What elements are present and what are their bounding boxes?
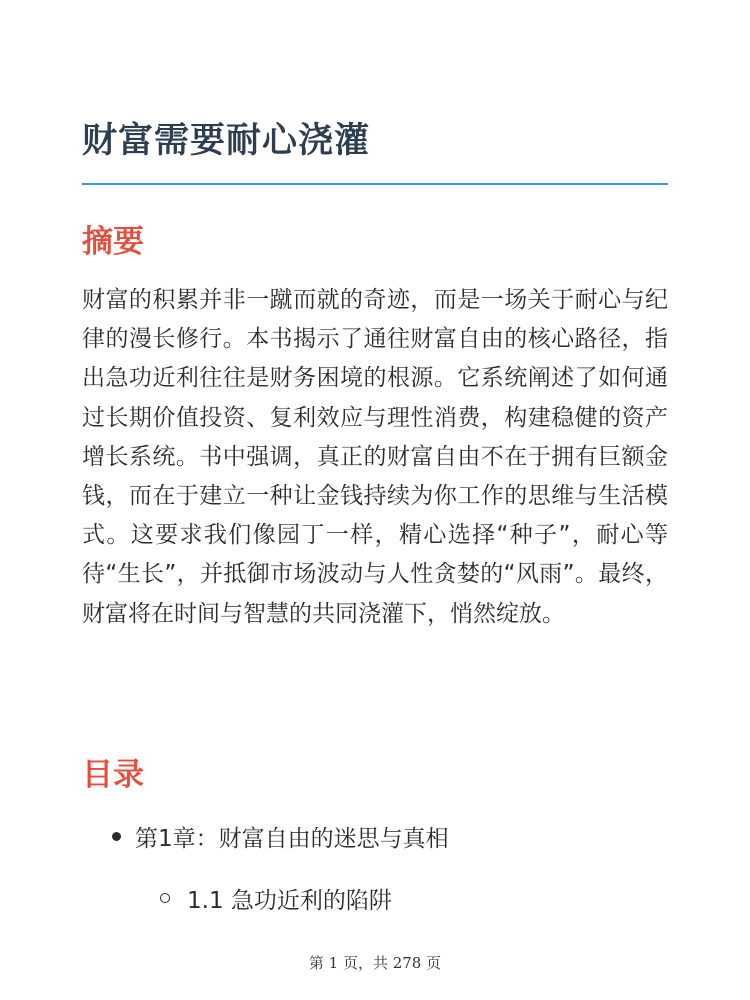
- abstract-paragraph: 财富的积累并非一蹴而就的奇迹，而是一场关于耐心与纪律的漫长修行。本书揭示了通往财富自由的核心路径，指出急功近利往往是财务困境的根源。它系统阐述了如何通过长期价值投资、复利效应与理性消费，构建稳健的资产增长系统。书中强调，真正的财富自由不在于拥有巨额金钱，而在于建立一种让金钱持续为你工作的思维与生活模式。这要求我们像园丁一样，精心选择“种子”，耐心等待“生长”，并抵御市场波动与人性贪婪的“风雨”。最终，财富将在时间与智慧的共同浇灌下，悄然绽放。: [82, 287, 668, 627]
- page-number-footer: 第 1 页，共 278 页: [308, 954, 442, 972]
- toc-heading: 目录: [82, 757, 144, 793]
- toc-item-label: 第1章：财富自由的迷思与真相: [135, 825, 449, 852]
- toc-item-label: 1.1 急功近利的陷阱: [187, 887, 392, 914]
- document-title: 财富需要耐心浇灌: [82, 121, 371, 161]
- abstract-heading: 摘要: [82, 224, 144, 260]
- toc-item-chapter-1[interactable]: [112, 812, 449, 860]
- toc-item-section-1-1[interactable]: [160, 874, 392, 922]
- title-divider: [82, 183, 668, 185]
- bullet-circle-icon: [160, 893, 170, 903]
- bullet-disc-icon: [112, 832, 121, 841]
